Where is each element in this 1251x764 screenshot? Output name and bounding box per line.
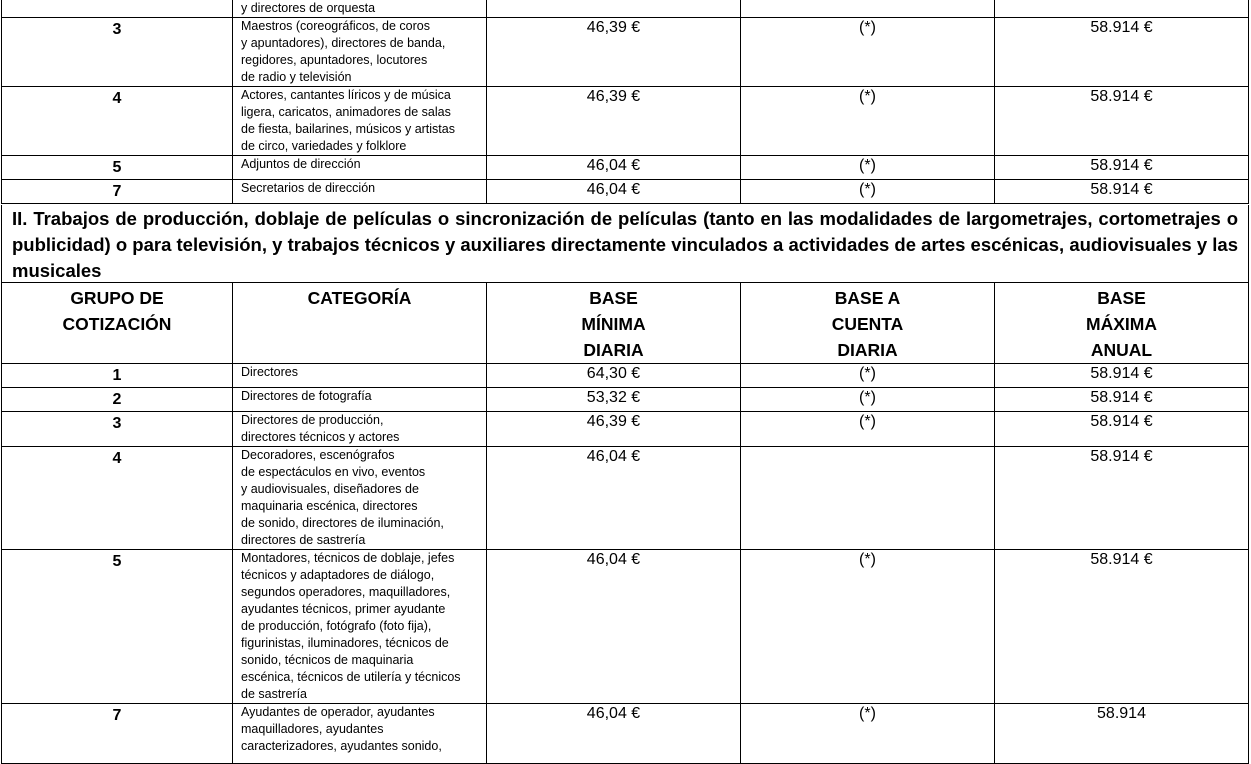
base-minima-cell: 46,04 € — [487, 704, 741, 764]
header-base-minima — [487, 283, 741, 364]
section-title — [1, 205, 1249, 283]
base-minima-cell: 46,04 € — [487, 550, 741, 704]
header-base-minima-line: MÍNIMA — [581, 314, 646, 334]
table-header-row — [2, 283, 1249, 364]
base-cuenta-cell — [741, 447, 995, 550]
header-categoria-line: CATEGORÍA — [307, 288, 412, 308]
base-minima-cell: 53,32 € — [487, 388, 741, 412]
base-maxima-cell: 58.914 — [995, 704, 1249, 764]
categoria-cell: Maestros (coreográficos, de coros y apuntadores), directores de banda, regidores, apuntadores, locutores de radio y televisión — [233, 18, 487, 87]
base-minima-cell: 46,04 € — [487, 156, 741, 180]
header-base-minima-line: DIARIA — [583, 340, 644, 360]
base-cuenta-cell: (*) — [741, 87, 995, 156]
categoria-cell: Decoradores, escenógrafos de espectáculos en vivo, eventos y audiovisuales, diseñadores de maquinaria escénica, directores de sonido, directores de iluminación, directores de sastrería — [233, 447, 487, 550]
base-cuenta-cell — [741, 0, 995, 18]
table-row — [2, 364, 1249, 388]
header-base-maxima — [995, 283, 1249, 364]
base-cuenta-cell: (*) — [741, 18, 995, 87]
base-maxima-cell: 58.914 € — [995, 156, 1249, 180]
categoria-cell: Ayudantes de operador, ayudantes maquilladores, ayudantes caracterizadores, ayudantes sonido, — [233, 704, 487, 764]
header-categoria — [233, 283, 487, 364]
grupo-cell: 4 — [2, 87, 233, 156]
grupo-cell: 3 — [2, 18, 233, 87]
base-minima-cell: 46,04 € — [487, 447, 741, 550]
header-base-maxima-line: MÁXIMA — [1086, 314, 1157, 334]
header-base-minima-line: BASE — [589, 288, 638, 308]
table-section-2 — [1, 282, 1249, 764]
header-base-maxima-line: BASE — [1097, 288, 1146, 308]
base-cuenta-cell: (*) — [741, 364, 995, 388]
base-minima-cell: 46,39 € — [487, 412, 741, 447]
table-row — [2, 704, 1249, 764]
base-minima-cell: 46,39 € — [487, 18, 741, 87]
categoria-cell: Actores, cantantes líricos y de música ligera, caricatos, animadores de salas de fiesta, bailarines, músicos y artistas de circo, variedades y folklore — [233, 87, 487, 156]
base-cuenta-cell: (*) — [741, 156, 995, 180]
header-base-cuenta-line: DIARIA — [837, 340, 898, 360]
table-row — [2, 87, 1249, 156]
grupo-cell: 1 — [2, 364, 233, 388]
grupo-cell — [2, 0, 233, 18]
header-grupo — [2, 283, 233, 364]
base-maxima-cell: 58.914 € — [995, 388, 1249, 412]
table-row — [2, 412, 1249, 447]
categoria-cell: Directores de fotografía — [233, 388, 487, 412]
categoria-cell: Adjuntos de dirección — [233, 156, 487, 180]
base-maxima-cell: 58.914 € — [995, 87, 1249, 156]
base-maxima-cell: 58.914 € — [995, 180, 1249, 204]
base-maxima-cell: 58.914 € — [995, 364, 1249, 388]
table-row — [2, 447, 1249, 550]
categoria-cell: Montadores, técnicos de doblaje, jefes técnicos y adaptadores de diálogo, segundos operadores, maquilladores, ayudantes técnicos, primer ayudante de producción, fotógrafo (foto fija), figurinistas, iluminadores, técnicos de sonido, técnicos de maquinaria escénica, técnicos de utilería y técnicos de sastrería — [233, 550, 487, 704]
base-maxima-cell: 58.914 € — [995, 550, 1249, 704]
header-base-cuenta-line: BASE A — [834, 288, 901, 308]
table-row — [2, 0, 1249, 18]
categoria-cell: Directores — [233, 364, 487, 388]
categoria-cell: y directores de orquesta — [233, 0, 487, 18]
grupo-cell: 7 — [2, 704, 233, 764]
header-grupo-line: COTIZACIÓN — [62, 314, 172, 334]
section-title-text: II. Trabajos de producción, doblaje de películas o sincronización de películas (tanto en las modalidades de largometrajes, cortometrajes o publicidad) o para televisión, y trabajos técnicos y auxiliares directamente vinculados a actividades de artes escénicas, audiovisuales y las musicales — [12, 208, 1238, 281]
table-section-1 — [1, 0, 1249, 204]
grupo-cell: 7 — [2, 180, 233, 204]
header-grupo-line: GRUPO DE — [70, 288, 164, 308]
base-cuenta-cell: (*) — [741, 550, 995, 704]
categoria-cell: Secretarios de dirección — [233, 180, 487, 204]
grupo-cell: 5 — [2, 156, 233, 180]
base-maxima-cell: 58.914 € — [995, 412, 1249, 447]
table-row — [2, 18, 1249, 87]
base-maxima-cell: 58.914 € — [995, 18, 1249, 87]
base-cuenta-cell: (*) — [741, 388, 995, 412]
table-row — [2, 550, 1249, 704]
grupo-cell: 4 — [2, 447, 233, 550]
table-row — [2, 156, 1249, 180]
header-base-maxima-line: ANUAL — [1090, 340, 1153, 360]
base-cuenta-cell: (*) — [741, 180, 995, 204]
base-minima-cell: 46,39 € — [487, 87, 741, 156]
base-cuenta-cell: (*) — [741, 412, 995, 447]
grupo-cell: 2 — [2, 388, 233, 412]
base-minima-cell: 46,04 € — [487, 180, 741, 204]
base-cuenta-cell: (*) — [741, 704, 995, 764]
header-base-cuenta-line: CUENTA — [831, 314, 904, 334]
base-minima-cell — [487, 0, 741, 18]
grupo-cell: 3 — [2, 412, 233, 447]
grupo-cell: 5 — [2, 550, 233, 704]
base-maxima-cell: 58.914 € — [995, 447, 1249, 550]
categoria-cell: Directores de producción, directores técnicos y actores — [233, 412, 487, 447]
table-row — [2, 180, 1249, 204]
table-row — [2, 388, 1249, 412]
base-minima-cell: 64,30 € — [487, 364, 741, 388]
base-maxima-cell — [995, 0, 1249, 18]
header-base-cuenta — [741, 283, 995, 364]
